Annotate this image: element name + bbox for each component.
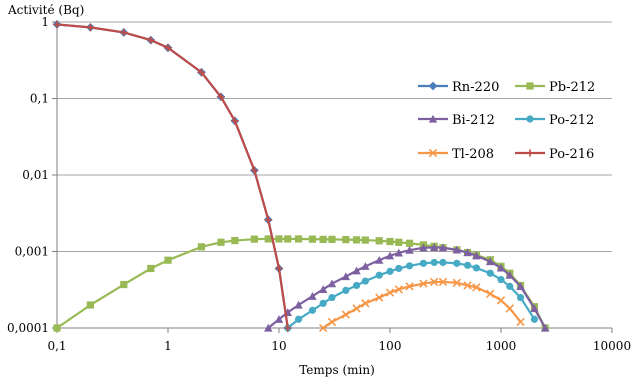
- legend-label: Po-212: [549, 113, 595, 128]
- data-point: [164, 257, 171, 264]
- data-point: [506, 283, 513, 290]
- data-point: [362, 278, 369, 285]
- x-tick-label: 0,1: [47, 339, 67, 353]
- y-tick-label: 0,001: [14, 244, 49, 259]
- y-tick-label: 0,1: [29, 91, 49, 106]
- data-point: [251, 236, 258, 243]
- data-point: [309, 307, 316, 314]
- data-point: [275, 235, 282, 242]
- data-point: [217, 239, 224, 246]
- data-point: [320, 300, 327, 307]
- y-tick-label: 1: [41, 15, 49, 29]
- data-point: [526, 82, 533, 89]
- data-point: [531, 316, 538, 323]
- data-point: [395, 239, 402, 246]
- data-point: [386, 238, 393, 245]
- x-tick-label: 1000: [485, 339, 517, 353]
- data-point: [497, 276, 504, 283]
- data-point: [231, 237, 238, 244]
- y-tick-label: 0,01: [22, 168, 49, 182]
- data-point: [464, 262, 471, 269]
- data-point: [120, 281, 127, 288]
- data-point: [453, 260, 460, 267]
- data-point: [473, 264, 480, 271]
- data-point: [265, 235, 272, 242]
- x-axis-title: Temps (min): [299, 363, 375, 377]
- legend-label: Rn-220: [452, 80, 500, 95]
- data-point: [295, 235, 302, 242]
- data-point: [431, 259, 438, 266]
- data-point: [406, 240, 413, 247]
- x-tick-label: 100: [378, 339, 402, 353]
- x-tick-label: 10: [271, 339, 287, 353]
- data-point: [487, 270, 494, 277]
- data-point: [406, 262, 413, 269]
- data-point: [295, 316, 302, 323]
- legend-label: Pb-212: [549, 80, 596, 95]
- data-point: [362, 236, 369, 243]
- data-point: [395, 265, 402, 272]
- data-point: [342, 236, 349, 243]
- data-point: [284, 235, 291, 242]
- legend-label: Tl-208: [452, 147, 495, 162]
- data-point: [376, 237, 383, 244]
- data-point: [420, 260, 427, 267]
- y-tick-label: 0,0001: [7, 321, 49, 335]
- data-point: [198, 243, 205, 250]
- data-point: [328, 236, 335, 243]
- legend-label: Po-216: [549, 147, 595, 162]
- data-point: [386, 268, 393, 275]
- data-point: [309, 236, 316, 243]
- y-axis-title: Activité (Bq): [8, 3, 85, 17]
- data-point: [147, 265, 154, 272]
- data-point: [320, 236, 327, 243]
- data-point: [439, 259, 446, 266]
- x-tick-label: 1: [164, 339, 172, 353]
- data-point: [353, 236, 360, 243]
- data-point: [53, 324, 60, 331]
- data-point: [526, 115, 533, 122]
- data-point: [87, 301, 94, 308]
- data-point: [342, 287, 349, 294]
- data-point: [517, 294, 524, 301]
- data-point: [353, 282, 360, 289]
- data-point: [328, 294, 335, 301]
- data-point: [376, 272, 383, 279]
- x-tick-label: 10000: [592, 339, 632, 353]
- legend-label: Bi-212: [452, 113, 495, 128]
